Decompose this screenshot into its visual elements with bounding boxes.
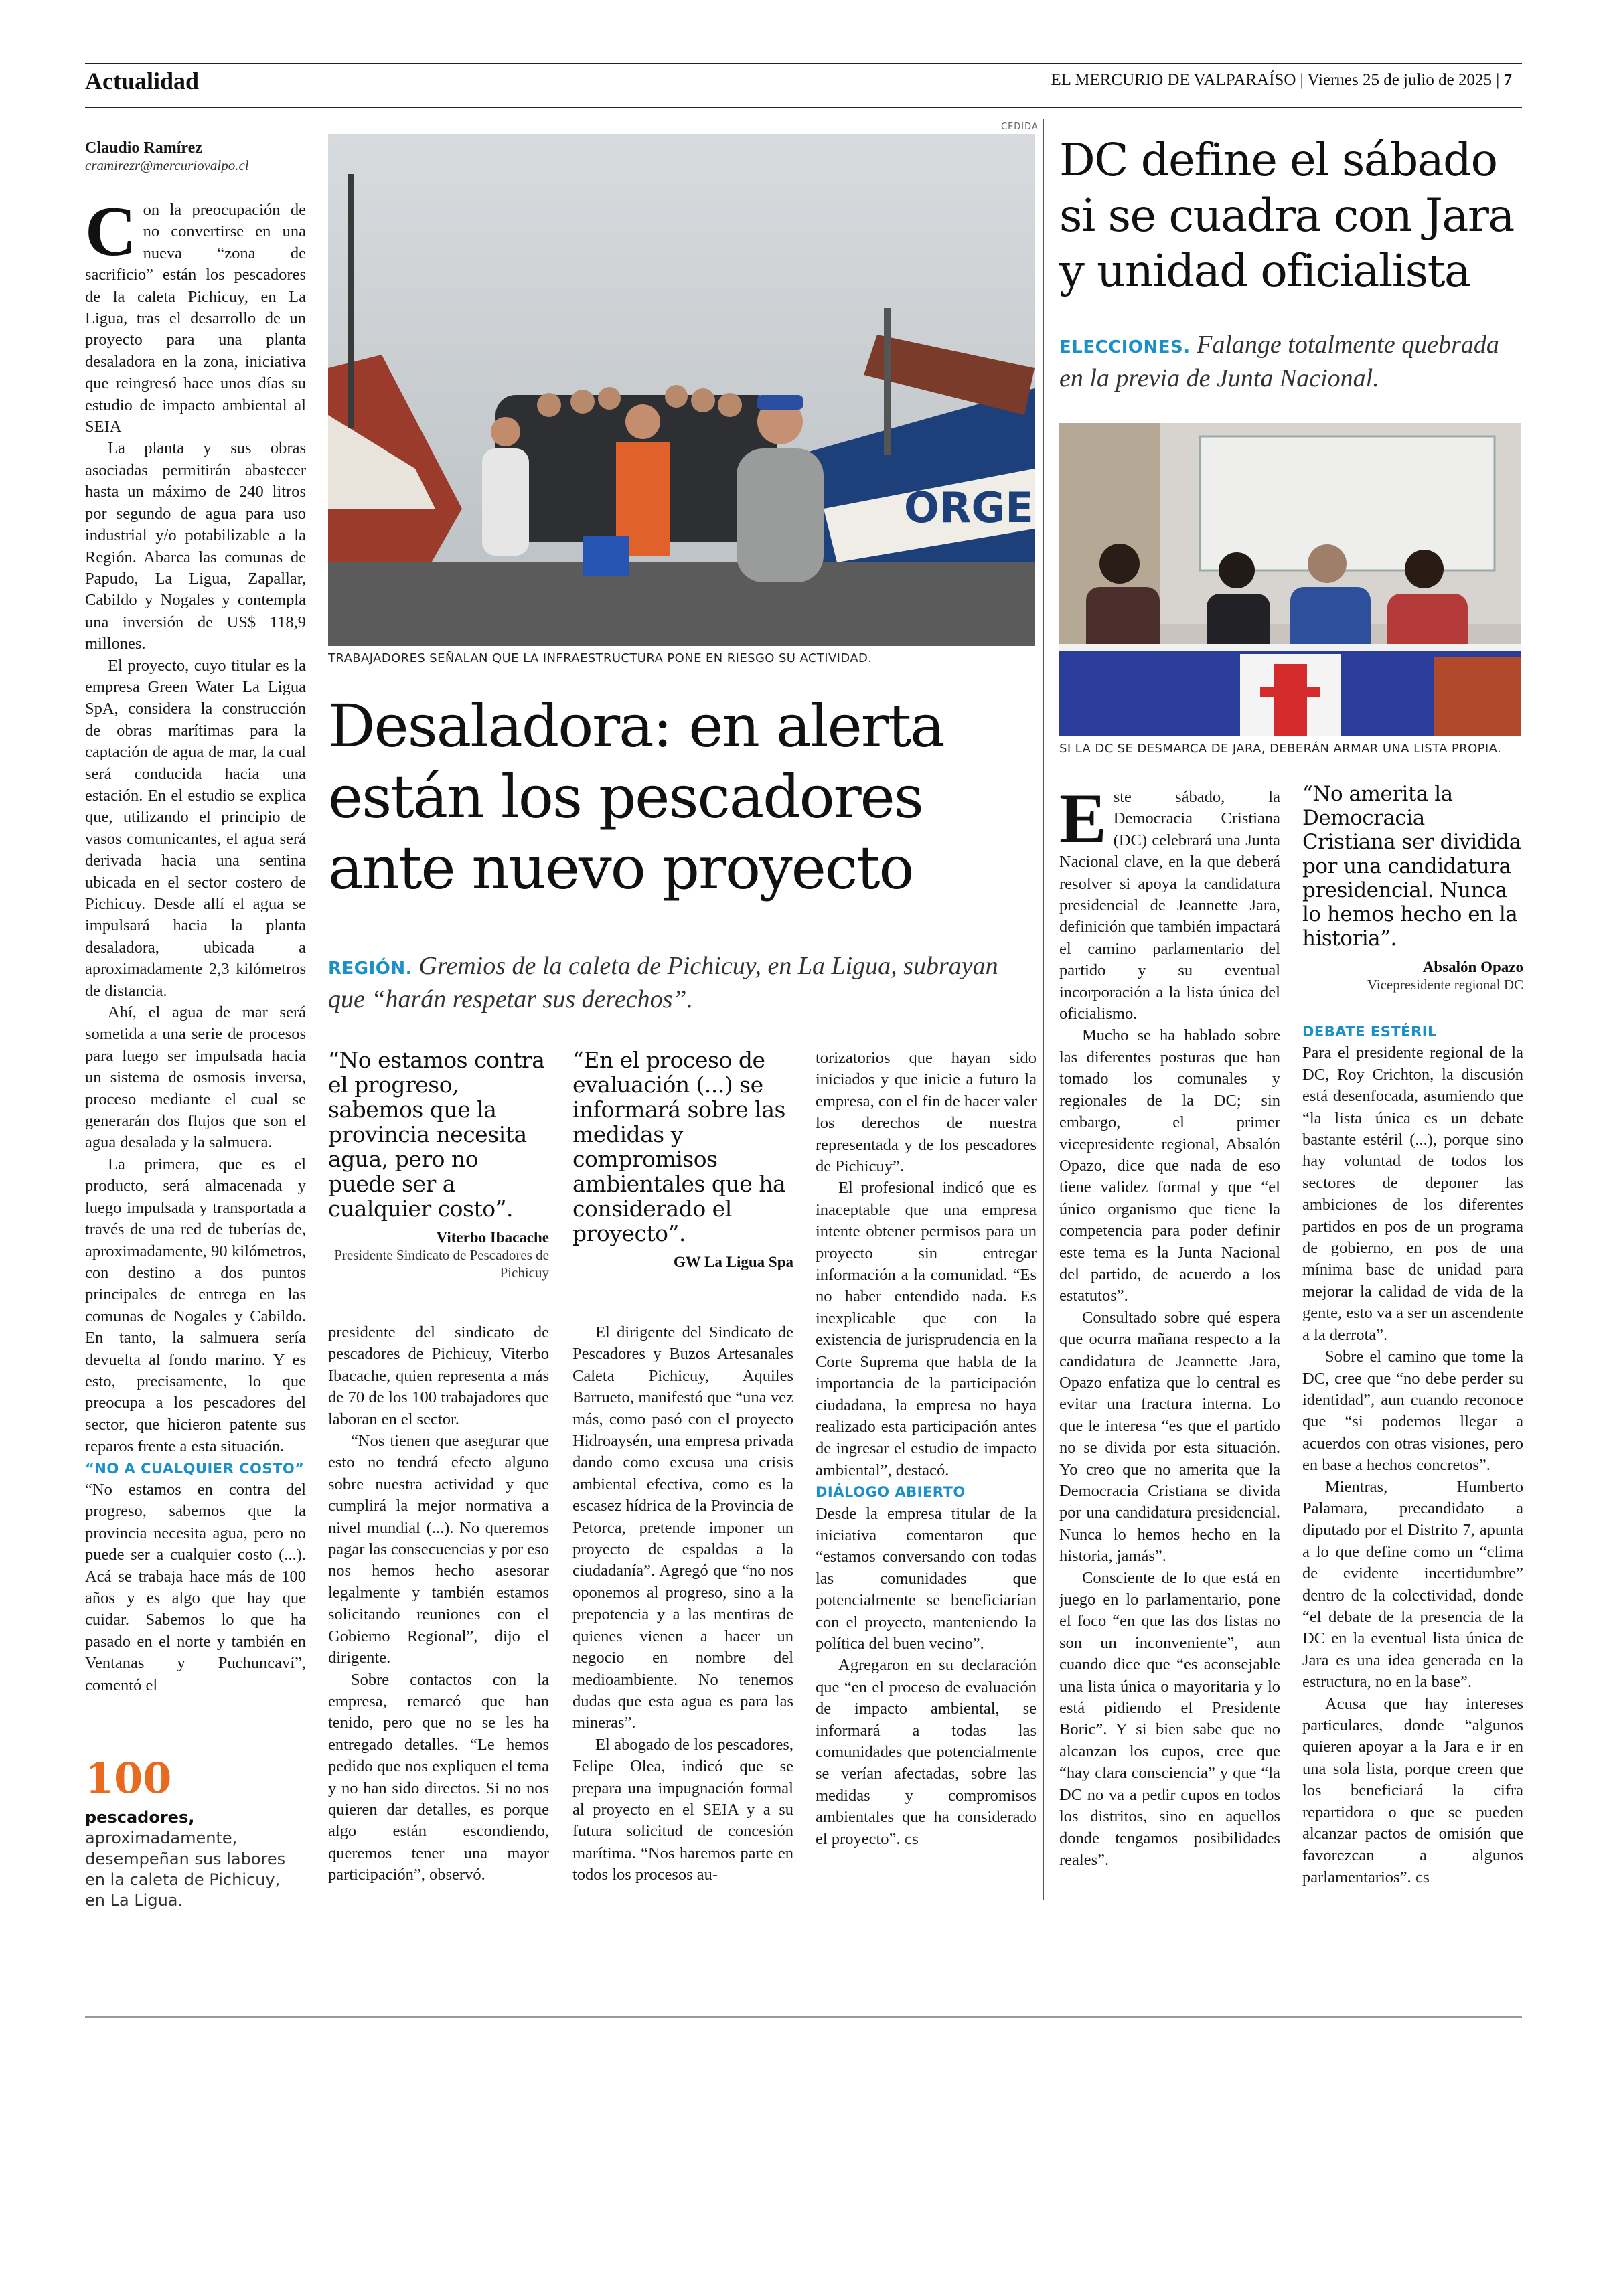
- end-mark: cs: [904, 1831, 919, 1848]
- side-deck: [1059, 329, 1528, 394]
- paragraph: Desde la empresa titular de la iniciativa comentaron que “estamos conversando con todas las comunidades que potencialmente se beneficiarían con el proyecto, manteniendo la política del buen vecino”.: [816, 1504, 1037, 1653]
- stat-text: pescadores, aproximadamente, desempeñan sus labores en la caleta de Pichicuy, en La Ligua.: [85, 1808, 286, 1910]
- header-bottom-rule: [85, 107, 1522, 108]
- paragraph: Sobre contactos con la empresa, remarcó que han tenido, pero que no se les ha entregado detalles. “Le hemos pedido que nos expliquen el tema y no han sido directos. Si no nos quieren dar detalles, es porque algo están escondiendo, queremos tener una mayor participación”, observó.: [328, 1670, 549, 1884]
- paragraph: Para el presidente regional de la DC, Roy Crichton, la discusión está desenfocada, asumiendo que “la lista única es un debate bastante estéril (...), porque sino hay voluntad de todos los sectores de deponer las ambiciones de los diferentes partidos en pos de un programa de gobierno, en pos de una mínima base de unidad para mejorar la calidad de vida de la gente, esto va a ser un ascendente a la derrota”.: [1302, 1044, 1523, 1344]
- main-deck-text: Gremios de la caleta de Pichicuy, en La Ligua, subrayan que “harán respetar sus derechos”.: [328, 952, 998, 1013]
- paragraph: Con la preocupación de no convertirse en una nueva “zona de sacrificio” están los pescadores de la caleta Pichicuy, en La Ligua, tras el desarrollo de un proyecto para una planta desaladora en la zona, iniciativa que reingresó hace unos días su estudio de impacto ambiental al SEIA: [85, 192, 306, 436]
- publication-date: Viernes 25 de julio de 2025: [1307, 71, 1492, 89]
- paragraph: Este sábado, la Democracia Cristiana (DC) celebrará una Junta Nacional clave, en la que deberá resolver si apoya la candidatura presidencial de Jeannette Jara, definición que también impactará el camino parlamentario del partido y su eventual incorporación a la lista única del oficialismo.: [1059, 779, 1280, 1023]
- main-deck-tag: REGIÓN.: [328, 959, 413, 979]
- paragraph: Agregaron en su declaración que “en el proceso de evaluación de impacto ambiental, se informará a todas las comunidades que potencialmente se verían afectadas, sobre las medidas y compromisos ambientales que ha considerado el proyecto”. cs: [816, 1656, 1037, 1848]
- pull-quote-ibacache: [328, 1048, 549, 1281]
- paragraph: presidente del sindicato de pescadores de Pichicuy, Viterbo Ibacache, quien representa a más de 70 de los 100 trabajadores que laboran en el sector.: [328, 1323, 549, 1428]
- byline-email: cramirezr@mercuriovalpo.cl: [85, 157, 249, 173]
- pull-quote-opazo: [1302, 782, 1523, 993]
- byline: [85, 139, 306, 174]
- pull-quote-gw: [572, 1048, 793, 1271]
- side-column-1: [1059, 779, 1280, 1871]
- pull-quote-text: “En el proceso de evaluación (...) se informará sobre las medidas y compromisos ambientales que ha considerado el proyecto”.: [572, 1047, 786, 1246]
- paragraph: torizatorios que hayan sido iniciados y que inicie a futuro la empresa, con el fin de hacer valer los derechos de nuestra representada y de los pescadores de Pichicuy”.: [816, 1049, 1037, 1176]
- article-separator: [1043, 119, 1044, 1900]
- fishermen-photo: [328, 134, 1035, 646]
- photo-credit: CEDIDA: [1001, 122, 1039, 132]
- paragraph: Mucho se ha hablado sobre las diferentes posturas que han tomado los comunales y regionales de la DC; sin embargo, el primer vicepresidente regional, Absalón Opazo, dice que nada de eso tiene validez formal y que “el único organismo que tiene la competencia para poder definir este tema es la Junta Nacional del partido, de acuerdo a los estatutos”.: [1059, 1026, 1280, 1305]
- paragraph: Sobre el camino que tome la DC, cree que “no debe perder su identidad”, aun cuando reconoce que “si podemos llegar a acuerdos con otras visiones, pero en base a hechos concretos”.: [1302, 1347, 1523, 1475]
- paragraph: Consciente de lo que está en juego en lo parlamentario, pone el foco “en que las dos listas no son un inconveniente”, aun cuando dice que “es aconsejable una lista única o mayoritaria y lo está pidiendo el Presidente Boric”. Y si bien sabe que no alcanzan los cupos, cree que “hay clara consciencia” y que “la DC no va a pedir cupos en todos los distritos, sino en aquellos donde tengamos posibilidades reales”.: [1059, 1568, 1280, 1869]
- pull-quote-text: “No estamos contra el progreso, sabemos que la provincia necesita agua, pero no puede ser a cualquier costo”.: [328, 1047, 545, 1222]
- dropcap: E: [1059, 779, 1107, 857]
- pull-quote-role: Vicepresidente regional DC: [1367, 977, 1523, 993]
- main-headline: Desaladora: en alerta están los pescadores ante nuevo proyecto: [328, 691, 944, 902]
- paragraph: “Nos tienen que asegurar que esto no tendrá efecto alguno sobre nuestra actividad y que cumplirá la mejor normativa a nivel mundial (...). No queremos pagar las consecuencias y por eso nos hemos hecho asesorar legalmente y también estamos solicitando reuniones con el Gobierno Regional”, dijo el dirigente.: [328, 1432, 549, 1667]
- header-top-rule: [85, 63, 1522, 64]
- subhead-no-a-cualquier-costo: “NO A CUALQUIER COSTO”: [85, 1460, 305, 1477]
- stat-number: 100: [85, 1754, 172, 1803]
- paragraph: La planta y sus obras asociadas permitirán abastecer hasta un máximo de 240 litros por segundo de agua para uso industrial y/o potabilizable a la Región. Abarca las comunas de Papudo, La Ligua, Zapallar, Cabildo y Nogales y contempla una inversión de US$ 118,9 millones.: [85, 439, 306, 653]
- main-column-3: [572, 1322, 793, 1886]
- paragraph: El profesional indicó que es inaceptable que una empresa intente obtener permisos para un proyecto sin entregar información a la comunidad. “Es no haber entendido nada. Es inexplicable que con la existencia de jurisprudencia en la Corte Suprema que habla de la importancia de la participación ciudadana, la empresa no haya realizado esta participación antes de ingresar el estudio de impacto ambiental”, destacó.: [816, 1179, 1037, 1479]
- pull-quote-author: GW La Ligua Spa: [673, 1254, 793, 1270]
- fishermen-photo-image: [328, 134, 1035, 646]
- publication-info: EL MERCURIO DE VALPARAÍSO | Viernes 25 de julio de 2025 | 7: [1051, 71, 1512, 89]
- pull-quote-author: Viterbo Ibacache: [436, 1229, 549, 1246]
- section-label: Actualidad: [85, 68, 200, 94]
- paragraph: El abogado de los pescadores, Felipe Olea, indicó que se prepara una impugnación formal al proyecto en el SEIA y a su futura solicitud de concesión marítima. “Nos haremos parte en todos los procesos au-: [572, 1735, 793, 1884]
- side-photo-caption: SI LA DC SE DESMARCA DE JARA, DEBERÁN ARMAR UNA LISTA PROPIA.: [1059, 742, 1502, 756]
- end-mark: cs: [1415, 1869, 1430, 1886]
- dc-meeting-photo: [1059, 423, 1521, 736]
- side-deck-text: Falange totalmente quebrada en la previa de Junta Nacional.: [1059, 331, 1499, 392]
- boat-name: ORGE: [904, 483, 1034, 532]
- side-headline: DC define el sábado si se cuadra con Jara y unidad oficialista: [1059, 134, 1514, 297]
- paragraph: La primera, que es el producto, será almacenada y luego impulsada y transportada a través de una red de tuberías de, aproximadamente, 90 kilómetros, con destino a dos puntos principales de entrega en las comunas de Nogales y Cabildo. En tanto, la salmuera sería devuelta al fondo marino. Y es esto, precisamente, lo que preocupa a los pescadores del sector, que hicieron patente sus reparos frente a esta situación.: [85, 1155, 306, 1456]
- dropcap: C: [85, 192, 137, 270]
- paragraph: El dirigente del Sindicato de Pescadores y Buzos Artesanales Caleta Pichicuy, Aquiles Barrueto, manifestó que “una vez más, como pasó con el proyecto Hidroaysén, una empresa privada dando como excusa una crisis ambiental efectiva, como es la escasez hídrica de la Provincia de Petorca, pretende imponer un proyecto de espaldas a la ciudadanía”. Agregó que “no nos oponemos al progreso, sino a la prepotencia y a las mentiras de quienes vienen a hacer un negocio en nombre del medioambiente. No tenemos dudas que esta agua es para las mineras”.: [572, 1323, 793, 1732]
- dc-meeting-photo-image: [1059, 423, 1521, 736]
- paragraph: El proyecto, cuyo titular es la empresa Green Water La Ligua SpA, considera la construcción de obras marítimas para la captación de agua de mar, la cual será conducida hacia una estación. En el estudio se explica que, utilizando el principio de vasos comunicantes, el agua será derivada hacia una sentina ubicada en el sector costero de Pichicuy. Desde allí el agua se impulsará hacia la planta desaladora, ubicada a aproximadamente 2,3 kilómetros de distancia.: [85, 656, 306, 1000]
- paragraph: Ahí, el agua de mar será sometida a una serie de procesos para luego ser impulsada hacia un sistema de osmosis inversa, proceso mediante el cual se generarán dos flujos que son el agua desalada y la salmuera.: [85, 1003, 306, 1152]
- paragraph: Acusa que hay intereses particulares, donde “algunos quieren apoyar a la Jara e ir en una sola lista, porque creen que los beneficiará la cifra repartidora o que se pueden alcanzar pactos de omisión que favorezcan a algunos parlamentarios”. cs: [1302, 1694, 1523, 1886]
- main-column-4: [816, 1048, 1037, 1850]
- publication-name: EL MERCURIO DE VALPARAÍSO: [1051, 71, 1296, 89]
- pull-quote-text: “No amerita la Democracia Cristiana ser dividida por una candidatura presidencial. Nunca lo hemos hecho en la historia”.: [1302, 782, 1521, 951]
- main-deck: [328, 951, 1038, 1015]
- paragraph: Mientras, Humberto Palamara, precandidato a diputado por el Distrito 7, apunta a lo que define como un “clima de evidente incertidumbre” dentro de la colectividad, donde “el debate de la presencia de la DC en la eventual lista única de Jara es una idea generada en la estructura, no en la base”.: [1302, 1477, 1523, 1692]
- paragraph: Consultado sobre qué espera que ocurra mañana respecto a la candidatura de Jeannette Jara, Opazo enfatiza que lo central es evitar una fractura interna. Lo que le interesa “es que el partido no se divida por esta situación. Yo creo que no amerita que la Democracia Cristiana se divida por una candidatura presidencial. Nunca lo hemos hecho en la historia, jamás”.: [1059, 1308, 1280, 1566]
- byline-name: Claudio Ramírez: [85, 139, 202, 157]
- subhead-dialogo-abierto: DIÁLOGO ABIERTO: [816, 1484, 966, 1501]
- side-column-2: [1302, 1021, 1523, 1888]
- pull-quote-role: Presidente Sindicato de Pescadores de Pichicuy: [334, 1247, 549, 1281]
- pull-quote-author: Absalón Opazo: [1422, 959, 1523, 975]
- side-deck-tag: ELECCIONES.: [1059, 337, 1191, 357]
- main-column-1: [85, 192, 306, 1696]
- paragraph: “No estamos en contra del progreso, sabemos que la provincia necesita agua, pero no puede ser a cualquier costo (...). Acá se trabaja hace más de 100 años y es algo que hay que cuidar. Sabemos lo que ha pasado en el norte y también en Ventanas y Puchuncaví”, comentó el: [85, 1480, 306, 1694]
- subhead-debate-esteril: DEBATE ESTÉRIL: [1302, 1023, 1437, 1040]
- main-photo-caption: TRABAJADORES SEÑALAN QUE LA INFRAESTRUCTURA PONE EN RIESGO SU ACTIVIDAD.: [328, 651, 872, 665]
- footer-rule: [85, 2016, 1522, 2018]
- page-number: 7: [1503, 71, 1512, 89]
- main-column-2: [328, 1322, 549, 1886]
